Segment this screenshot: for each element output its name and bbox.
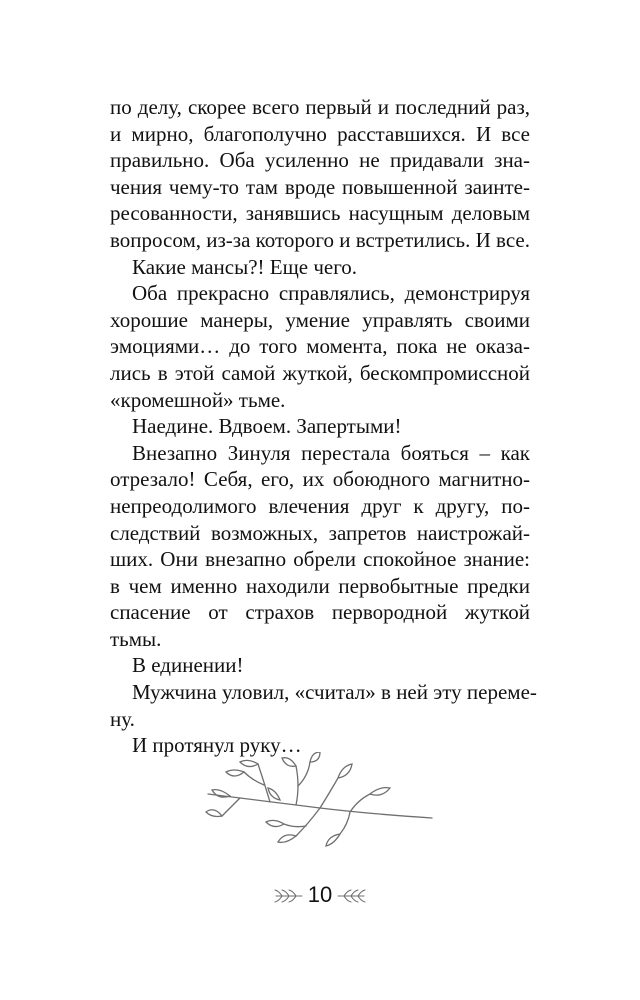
text-line: Внезапно Зинуля перестала бояться – как [132, 440, 530, 465]
text-line: ну. [110, 706, 135, 731]
paragraph [110, 679, 537, 732]
text-line: ресованности, занявшись насущным деловым [110, 201, 530, 226]
text-line: следствий возможных, запретов наистрожай- [110, 520, 530, 545]
page-number: 10 [307, 882, 333, 907]
text-line: эмоциями… до того момента, пока не оказа- [110, 334, 530, 359]
text-line: вопросом, из-за которого и встретились. И все. [110, 227, 530, 252]
paragraph [110, 413, 530, 440]
leafy-branch-icon [200, 752, 440, 852]
text-line: Мужчина уловил, «считал» в ней эту переме- [132, 680, 537, 705]
text-line: ших. Они внезапно обрели спокойное знание: [110, 547, 530, 572]
text-line: хорошие манеры, умение управлять своими [110, 307, 530, 332]
text-line: И протянул руку… [132, 733, 302, 758]
page-footer [0, 880, 640, 912]
paragraph [110, 440, 530, 653]
paragraph [110, 652, 530, 679]
paragraph [110, 254, 530, 281]
text-line: Оба прекрасно справлялись, демонстрируя [132, 281, 530, 306]
text-line: отрезало! Себя, его, их обоюдного магнитно- [110, 467, 530, 492]
text-line: В единении! [132, 653, 244, 678]
text-line: Какие мансы?! Еще чего. [132, 254, 358, 279]
text-line: в чем именно находили первобытные предки [110, 573, 530, 598]
text-line: и мирно, благополучно расставшихся. И все [110, 121, 530, 146]
paragraph [110, 94, 530, 254]
body-text [110, 94, 537, 759]
text-line: чения чему-то там вроде повышенной заинте- [110, 174, 530, 199]
text-line: спасение от страхов первородной жуткой [110, 600, 530, 625]
text-line: Наедине. Вдвоем. Запертыми! [132, 414, 402, 439]
sprig-right-icon [336, 888, 366, 904]
text-line: лись в этой самой жуткой, бескомпромиссной [110, 360, 530, 385]
text-line: «кромешной» тьме. [110, 387, 286, 412]
text-line: тьмы. [110, 626, 162, 651]
text-line: по делу, скорее всего первый и последний раз, [110, 95, 530, 119]
paragraph [110, 280, 530, 413]
text-line: непреодолимого влечения друг к другу, по- [110, 493, 530, 518]
text-line: правильно. Оба усиленно не придавали зна- [110, 148, 530, 173]
